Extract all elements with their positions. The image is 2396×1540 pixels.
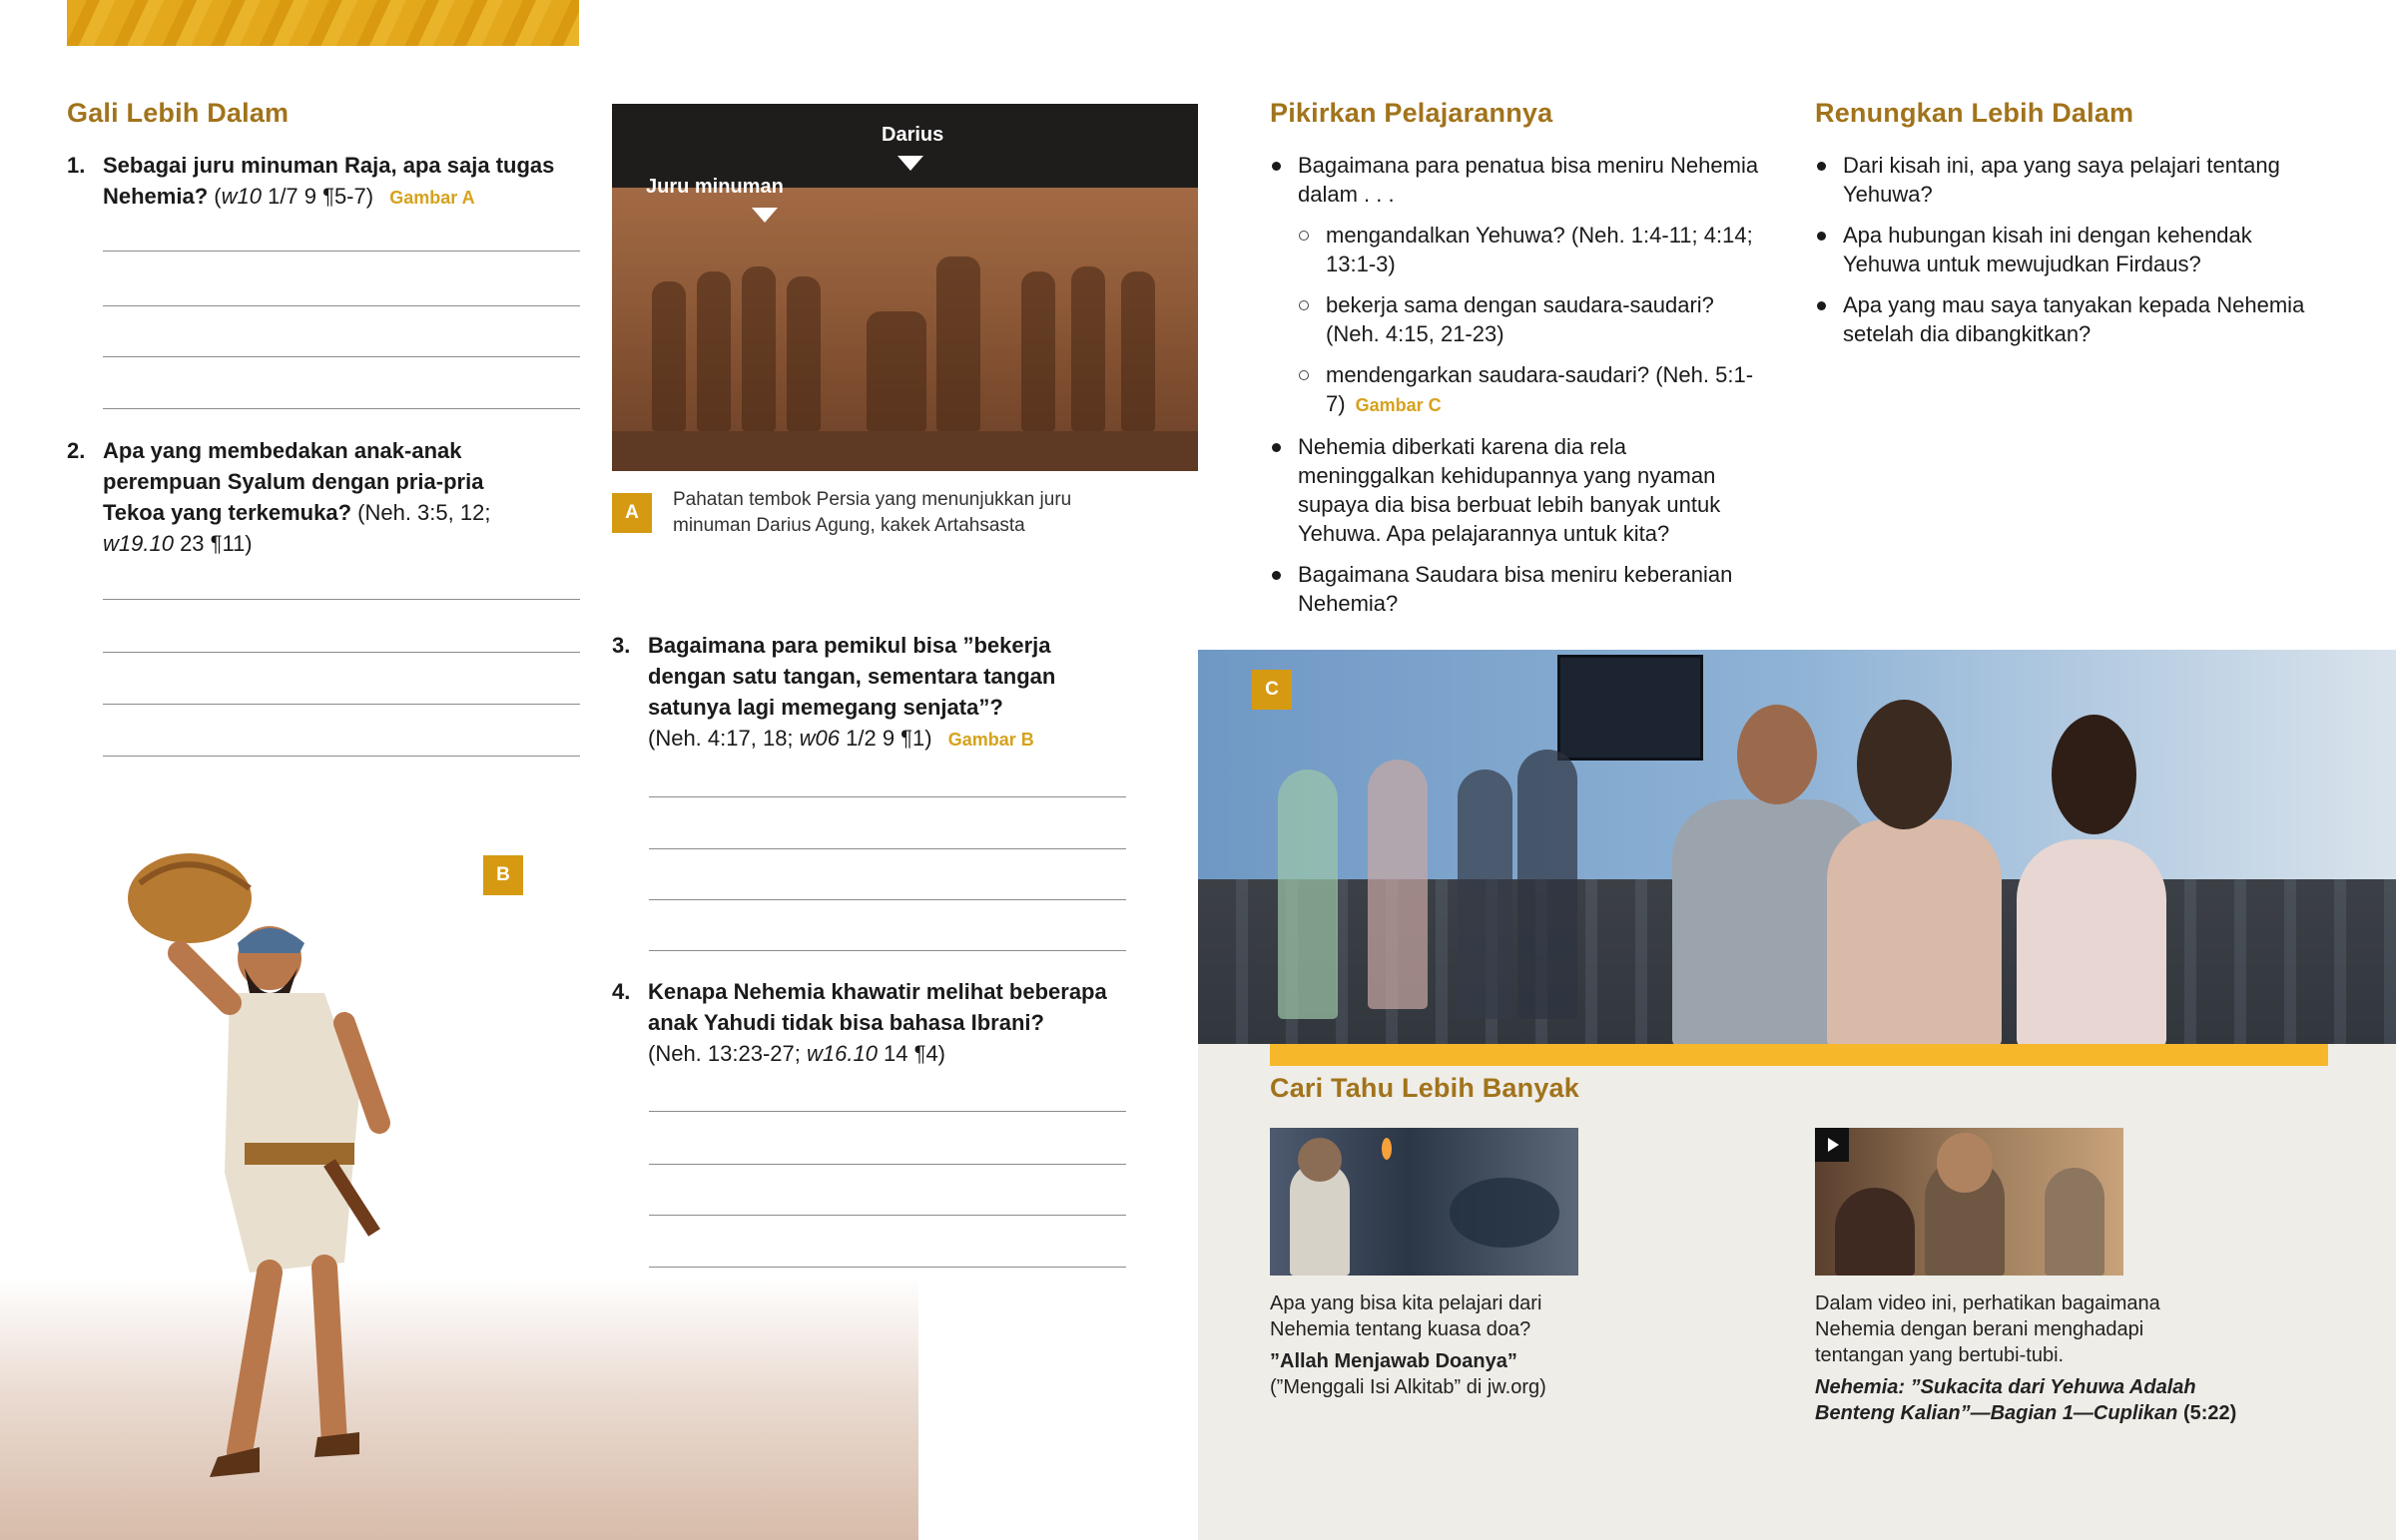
item1-title[interactable]: ”Allah Menjawab Doanya” (1270, 1350, 1517, 1372)
question-number: 3. (612, 633, 631, 658)
section-heading-dig-deeper: Gali Lebih Dalam (67, 98, 290, 128)
question-3 (612, 630, 1131, 756)
answer-line[interactable] (103, 599, 580, 600)
thumbnail-prayer-article[interactable] (1270, 1128, 1578, 1276)
caption-a: Pahatan tembok Persia yang menunjukkan juru minuman Darius Agung, kakek Artahsasta (673, 489, 1072, 536)
pointer-cupbearer-icon (752, 208, 778, 223)
answer-line[interactable] (649, 1111, 1126, 1112)
answer-line[interactable] (649, 1164, 1126, 1165)
kingdom-hall-photo (1198, 650, 2396, 1044)
answer-line[interactable] (103, 652, 580, 653)
persian-relief-photo (612, 104, 1198, 471)
section-heading-think-lessons: Pikirkan Pelajarannya (1270, 98, 1553, 128)
list-subitem: mendengarkan saudara-saudari? (Neh. 5:1-7) Gambar C (1298, 360, 1759, 420)
answer-line[interactable] (649, 1215, 1126, 1216)
sister-figure-2 (2017, 839, 2166, 1044)
answer-line[interactable] (649, 950, 1126, 951)
label-darius: Darius (882, 124, 944, 146)
item1-source: (”Menggali Isi Alkitab” di jw.org) (1270, 1376, 1546, 1398)
figure-badge-a: A (612, 493, 652, 533)
question-text: Kenapa Nehemia khawatir melihat beberapa anak Yahudi tidak bisa bahasa Ibrani? (648, 979, 1107, 1035)
section-heading-learn-more: Cari Tahu Lebih Banyak (1270, 1073, 1579, 1103)
list-item: Bagaimana Saudara bisa meniru keberanian Nehemia? (1270, 560, 1759, 618)
question-reference: (Neh. 4:17, 18; w06 1/2 9 ¶1) (648, 726, 932, 751)
label-cupbearer: Juru minuman (646, 176, 784, 198)
list-item: Apa hubungan kisah ini dengan kehendak Yehuwa untuk mewujudkan Firdaus? (1815, 221, 2334, 278)
reflect-list (1815, 151, 2334, 360)
yellow-rule (1270, 1044, 2328, 1066)
question-text: Apa yang membedakan anak-anak perempuan Syalum dengan pria-pria Tekoa yang terkemuka? (103, 438, 484, 525)
top-gold-bar (67, 0, 579, 46)
pointer-darius-icon (898, 156, 923, 171)
figure-link-a[interactable]: Gambar A (389, 188, 475, 208)
thumbnail-nehemiah-video[interactable] (1815, 1128, 2123, 1276)
relief-wall (612, 188, 1198, 471)
question-4 (612, 976, 1131, 1069)
list-item: Bagaimana para penatua bisa meniru Nehemia dalam . . . (1270, 151, 1759, 209)
question-reference: (Neh. 3:5, 12; w19.10 23 ¶11) (103, 500, 491, 556)
question-number: 2. (67, 438, 86, 463)
answer-line[interactable] (103, 408, 580, 409)
answer-line[interactable] (649, 1267, 1126, 1268)
figure-link-c[interactable]: Gambar C (1355, 395, 1442, 415)
question-number: 1. (67, 153, 86, 178)
answer-line[interactable] (649, 899, 1126, 900)
figure-badge-c: C (1252, 670, 1292, 710)
tv-screen (1557, 655, 1703, 761)
question-reference: (Neh. 13:23-27; w16.10 14 ¶4) (648, 1041, 946, 1066)
lessons-list (1270, 151, 1759, 630)
play-icon[interactable] (1815, 1128, 1849, 1162)
answer-line[interactable] (649, 848, 1126, 849)
list-item: Apa yang mau saya tanyakan kepada Nehemia setelah dia dibangkitkan? (1815, 290, 2334, 348)
question-reference: (w10 1/7 9 ¶5-7) (214, 184, 374, 209)
figure-badge-b: B (483, 855, 523, 895)
item2-description: Dalam video ini, perhatikan bagaimana Nehemia dengan berani menghadapi tentangan yang bertubi-tubi. (1815, 1292, 2160, 1366)
section-heading-reflect: Renungkan Lebih Dalam (1815, 98, 2134, 128)
question-number: 4. (612, 979, 631, 1004)
answer-line[interactable] (103, 251, 580, 252)
list-item: Dari kisah ini, apa yang saya pelajari tentang Yehuwa? (1815, 151, 2334, 209)
question-text: Bagaimana para pemikul bisa ”bekerja dengan satu tangan, sementara tangan satunya lagi memegang senjata”? (648, 633, 1056, 720)
question-text: Sebagai juru minuman Raja, apa saja tugas Nehemia? (103, 153, 555, 209)
answer-line[interactable] (103, 356, 580, 357)
answer-line[interactable] (649, 796, 1126, 797)
answer-line[interactable] (103, 305, 580, 306)
figure-link-b[interactable]: Gambar B (947, 730, 1034, 750)
list-subitem: mengandalkan Yehuwa? (Neh. 1:4-11; 4:14; 13:1-3) (1298, 221, 1759, 278)
question-1 (67, 150, 586, 214)
answer-line[interactable] (103, 756, 580, 757)
answer-line[interactable] (103, 704, 580, 705)
list-subitem: bekerja sama dengan saudara-saudari? (Neh. 4:15, 21-23) (1298, 290, 1759, 348)
item1-description: Apa yang bisa kita pelajari dari Nehemia tentang kuasa doa? (1270, 1292, 1542, 1340)
man-carrying-basket-illustration (110, 843, 409, 1512)
sister-figure-1 (1827, 819, 2002, 1044)
list-item: Nehemia diberkati karena dia rela meninggalkan kehidupannya yang nyaman supaya dia bisa berbuat lebih banyak untuk Yehuwa. Apa pelajarannya untuk kita? (1270, 432, 1759, 548)
question-2 (67, 435, 526, 559)
item2-title[interactable]: Nehemia: ”Sukacita dari Yehuwa Adalah Benteng Kalian”—Bagian 1—Cuplikan (5:22) (1815, 1376, 2237, 1424)
